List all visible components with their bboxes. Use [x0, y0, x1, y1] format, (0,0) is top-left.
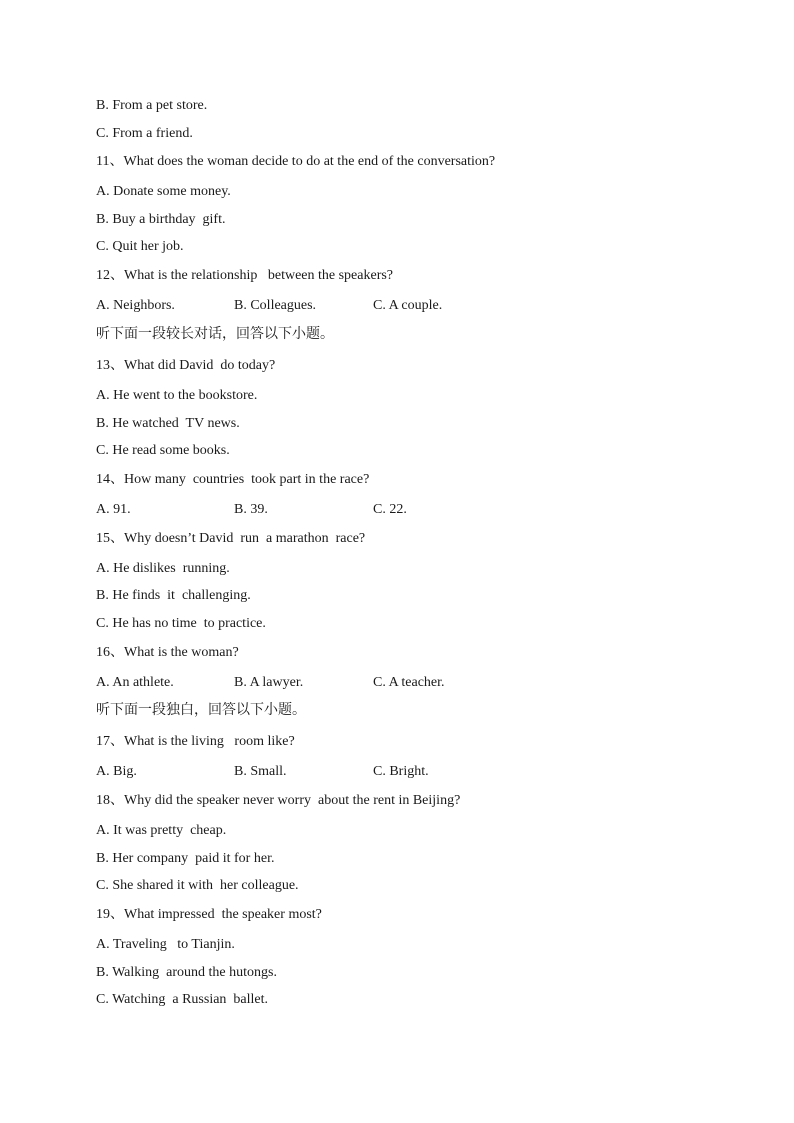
q11-option-b: B. Buy a birthday gift. — [96, 212, 226, 227]
q16-option-b: B. A lawyer. — [234, 675, 304, 690]
q15-option-a: A. He dislikes running. — [96, 561, 230, 576]
q10-option-c: C. From a friend. — [96, 126, 193, 141]
section-heading-monologue: 听下面一段独白，回答以下小题。 — [96, 702, 306, 718]
q16-question: 16、What is the woman? — [96, 645, 239, 660]
q19-option-b: B. Walking around the hutongs. — [96, 965, 277, 980]
q18-option-c: C. She shared it with her colleague. — [96, 878, 299, 893]
q14-option-c: C. 22. — [373, 502, 407, 517]
q15-option-b: B. He finds it challenging. — [96, 588, 251, 603]
q13-question: 13、What did David do today? — [96, 358, 276, 373]
q14-option-a: A. 91. — [96, 502, 131, 517]
q18-question: 18、Why did the speaker never worry about the rent in Beijing? — [96, 793, 461, 808]
q11-question: 11、What does the woman decide to do at the end of the conversation? — [96, 154, 496, 169]
q13-option-a: A. He went to the bookstore. — [96, 388, 258, 403]
q10-option-b: B. From a pet store. — [96, 98, 208, 113]
q17-option-a: A. Big. — [96, 764, 137, 779]
q12-option-b: B. Colleagues. — [234, 298, 317, 313]
q16-option-c: C. A teacher. — [373, 675, 445, 690]
q18-option-b: B. Her company paid it for her. — [96, 851, 275, 866]
q15-question: 15、Why doesn’t David run a marathon race? — [96, 531, 366, 546]
q19-option-a: A. Traveling to Tianjin. — [96, 937, 235, 952]
q12-option-c: C. A couple. — [373, 298, 443, 313]
q17-option-c: C. Bright. — [373, 764, 429, 779]
q12-option-a: A. Neighbors. — [96, 298, 175, 313]
q17-question: 17、What is the living room like? — [96, 734, 295, 749]
q19-option-c: C. Watching a Russian ballet. — [96, 992, 269, 1007]
q18-option-a: A. It was pretty cheap. — [96, 823, 227, 838]
q14-option-b: B. 39. — [234, 502, 268, 517]
q16-option-a: A. An athlete. — [96, 675, 174, 690]
q12-question: 12、What is the relationship between the speakers? — [96, 268, 394, 283]
q19-question: 19、What impressed the speaker most? — [96, 907, 322, 922]
q11-option-a: A. Donate some money. — [96, 184, 231, 199]
q17-option-b: B. Small. — [234, 764, 287, 779]
section-heading-long-dialogue: 听下面一段较长对话，回答以下小题。 — [96, 326, 334, 342]
q14-question: 14、How many countries took part in the race? — [96, 472, 370, 487]
q11-option-c: C. Quit her job. — [96, 239, 184, 254]
q15-option-c: C. He has no time to practice. — [96, 616, 266, 631]
q13-option-c: C. He read some books. — [96, 443, 230, 458]
q13-option-b: B. He watched TV news. — [96, 416, 240, 431]
